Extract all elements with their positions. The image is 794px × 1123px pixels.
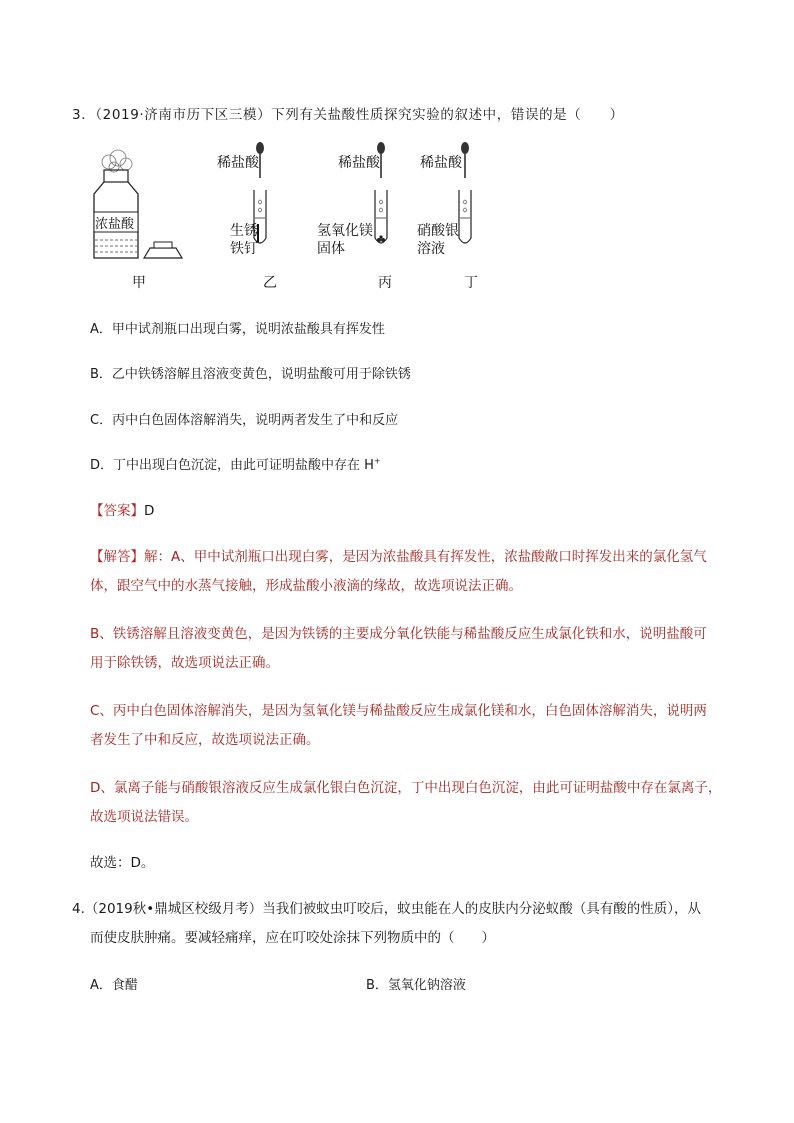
q3-answer <box>90 499 154 519</box>
q3-analysis-line-1: 【解答】解：A、甲中试剂瓶口出现白雾，是因为浓盐酸具有挥发性，浓盐酸敞口时挥发出来的氯化氢气 <box>90 549 707 565</box>
reagent-bottle-icon <box>94 150 138 258</box>
q3-analysis-line-3: B、铁锈溶解且溶液变黄色，是因为铁锈的主要成分氧化铁能与稀盐酸反应生成氯化铁和水，说明盐酸可 <box>90 626 707 642</box>
tube-ding-label-2: 溶液 <box>417 241 445 257</box>
q3-analysis-conclusion: 故选：D。 <box>90 855 155 871</box>
q3-analysis-line-7: D、氯离子能与硝酸银溶液反应生成氯化银白色沉淀，丁中出现白色沉淀，由此可证明盐酸中存在氯离子， <box>90 780 722 796</box>
dropper-label-ding: 稀盐酸 <box>420 155 462 171</box>
hydrogen-ion-charge: + <box>373 456 381 466</box>
tube-bing-label-2: 固体 <box>317 241 345 257</box>
q3-option-d <box>90 454 381 473</box>
q3-analysis-line-2: 体，跟空气中的水蒸气接触，形成盐酸小液滴的缘故，故选项说法正确。 <box>90 578 522 594</box>
caption-bing: 丙 <box>378 275 392 291</box>
tube-yi-label-2: 铁钉 <box>230 241 258 257</box>
q3-option-c: C．丙中白色固体溶解消失，说明两者发生了中和反应 <box>90 413 399 428</box>
dropper-label-yi: 稀盐酸 <box>217 155 259 171</box>
dropper-label-bing: 稀盐酸 <box>338 155 380 171</box>
test-tube-icon <box>375 190 387 243</box>
q3-analysis-line-8: 故选项说法错误。 <box>90 809 198 825</box>
answer-value: D <box>144 503 155 519</box>
q3-stem: 3．（2019·济南市历下区三模）下列有关盐酸性质探究实验的叙述中，错误的是（ ） <box>72 107 624 123</box>
q3-analysis-line-5: C、丙中白色固体溶解消失，是因为氢氧化镁与稀盐酸反应生成氯化镁和水，白色固体溶解消失，说明两 <box>90 703 707 719</box>
caption-yi: 乙 <box>263 275 277 291</box>
q3-figure <box>80 140 520 300</box>
q3-analysis-line-4: 用于除铁锈，故选项说法正确。 <box>90 655 279 671</box>
test-tube-icon <box>459 190 471 243</box>
q4-option-a: A．食醋 <box>90 978 138 993</box>
tube-yi-label-1: 生锈 <box>230 223 258 239</box>
q4-option-b: B．氢氧化钠溶液 <box>366 978 466 993</box>
bottle-stopper-icon <box>144 242 182 258</box>
analysis-tag: 【解答】 <box>90 549 144 565</box>
q4-stem-line-1: 4.（2019秋•鼎城区校级月考）当我们被蚊虫叮咬后，蚊虫能在人的皮肤内分泌蚁酸（具有酸的性质），从 <box>72 901 701 917</box>
tube-ding-label-1: 硝酸银 <box>417 223 459 239</box>
answer-tag: 【答案】 <box>90 503 144 519</box>
caption-ding: 丁 <box>464 275 478 291</box>
q3-option-d-text: D．丁中出现白色沉淀，由此可证明盐酸中存在 H <box>90 458 374 473</box>
caption-jia: 甲 <box>132 275 146 291</box>
tube-bing-label-1: 氢氧化镁 <box>317 223 373 239</box>
q3-analysis-line-6: 者发生了中和反应，故选项说法正确。 <box>90 732 320 748</box>
q3-option-a: A．甲中试剂瓶口出现白雾，说明浓盐酸具有挥发性 <box>90 322 385 337</box>
q4-stem-line-2: 而使皮肤肿痛。要减轻痛痒，应在叮咬处涂抹下列物质中的（ ） <box>90 930 495 946</box>
q3-option-b: B．乙中铁锈溶解且溶液变黄色，说明盐酸可用于除铁锈 <box>90 367 411 382</box>
bottle-label: 浓盐酸 <box>95 217 135 232</box>
dropper-icon <box>461 142 469 178</box>
